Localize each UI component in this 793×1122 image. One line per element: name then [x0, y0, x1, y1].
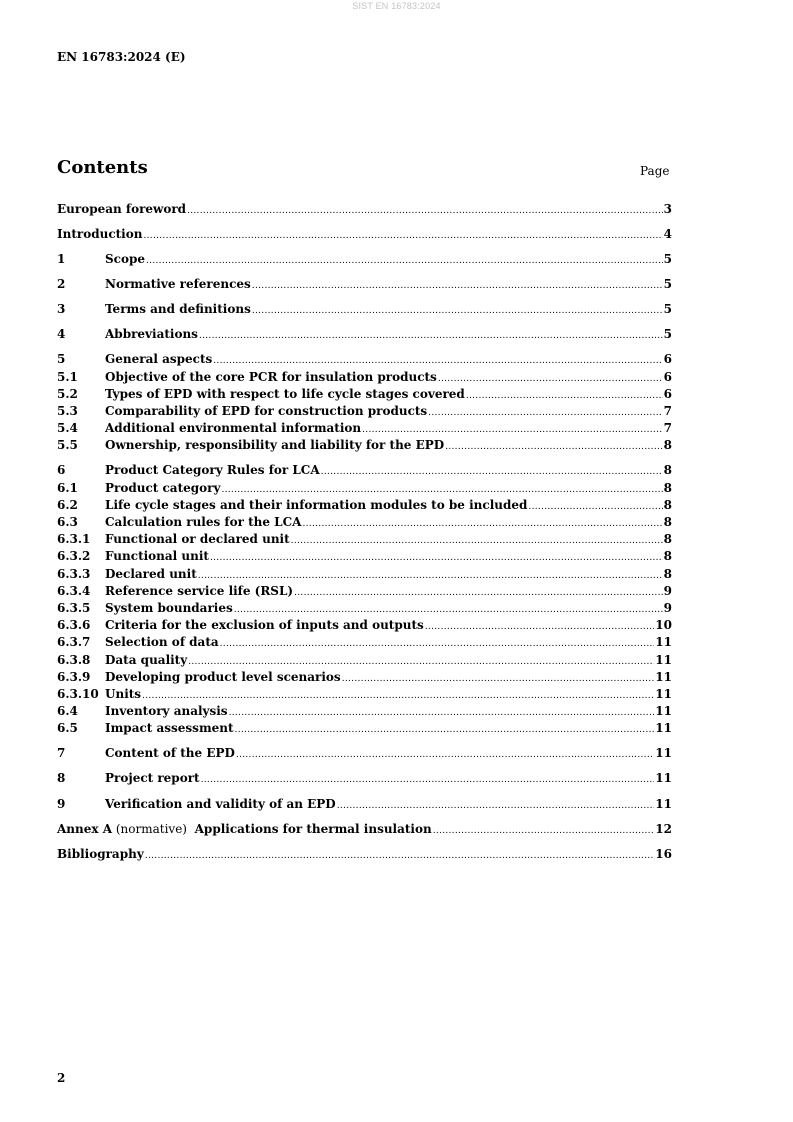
toc-entry[interactable]	[57, 634, 672, 651]
toc-entry[interactable]	[57, 583, 672, 600]
toc-entry[interactable]	[57, 745, 672, 762]
toc-entry-title[interactable]	[105, 276, 251, 293]
toc-entry-page: 11	[655, 771, 672, 786]
toc-entry[interactable]	[57, 251, 672, 268]
document-id: EN 16783:2024 (E)	[57, 50, 186, 64]
toc-entry-title[interactable]	[57, 821, 432, 838]
toc-entry-title[interactable]	[105, 617, 424, 634]
toc-entry-title-text: Scope	[105, 252, 146, 267]
toc-entry-title[interactable]	[105, 437, 444, 454]
toc-entry-title-text: Annex A	[57, 821, 113, 836]
toc-entry-title-text: Product Category Rules for LCA	[105, 463, 320, 478]
toc-entry-title-text: Selection of data	[105, 635, 219, 650]
toc-entry-number: 6.3.10	[57, 686, 99, 701]
toc-entry-title-text: Project report	[105, 771, 200, 786]
toc-entry-title-text: Data quality	[105, 652, 188, 667]
toc-entry-number: 6.3.9	[57, 669, 91, 684]
toc-entry-number: 3	[57, 302, 66, 317]
toc-dot-leader	[302, 516, 662, 533]
toc-dot-leader	[425, 619, 655, 636]
toc-entry[interactable]	[57, 770, 672, 787]
toc-entry-number: 6.3	[57, 515, 78, 530]
toc-entry-title[interactable]	[105, 796, 336, 813]
toc-entry[interactable]	[57, 369, 672, 386]
toc-entry-page: 3	[663, 202, 672, 216]
toc-entry-page: 8	[663, 497, 672, 512]
toc-dot-leader	[433, 823, 655, 840]
toc-entry-title[interactable]	[57, 226, 142, 243]
toc-dot-leader	[445, 439, 662, 456]
toc-entry-title-text: Product category	[105, 480, 221, 495]
toc-entry-page: 8	[663, 480, 672, 495]
toc-entry-page: 11	[655, 796, 672, 811]
toc-entry-number: 6.3.8	[57, 652, 91, 667]
toc-entry-page: 8	[663, 549, 672, 564]
toc-entry-title[interactable]	[105, 770, 200, 787]
contents-title: Contents	[57, 157, 148, 178]
toc-dot-leader	[145, 848, 655, 865]
toc-entry-title-text: Types of EPD with respect to life cycle stages covered	[105, 386, 465, 401]
toc-entry-number: 6.1	[57, 480, 78, 495]
toc-entry[interactable]	[57, 301, 672, 318]
toc-entry-title-text: Life cycle stages and their information modules to be included	[105, 497, 528, 512]
toc-entry-title-text: Content of the EPD	[105, 746, 235, 761]
toc-entry-number: 6.3.7	[57, 635, 91, 650]
toc-entry[interactable]	[57, 566, 672, 583]
toc-entry-number: 6.3.2	[57, 549, 91, 564]
toc-entry-title[interactable]	[105, 251, 145, 268]
toc-entry-title[interactable]	[105, 462, 320, 479]
toc-entry-page: 5	[663, 277, 672, 292]
toc-entry-title[interactable]	[105, 369, 437, 386]
toc-entry-title[interactable]	[57, 846, 144, 863]
toc-entry[interactable]	[57, 531, 672, 548]
toc-entry-number: 6.3.6	[57, 618, 91, 633]
toc-entry-title-text: System boundaries	[105, 600, 233, 615]
toc-entry[interactable]	[57, 386, 672, 403]
toc-entry-number: 5.1	[57, 369, 78, 384]
toc-dot-leader	[201, 772, 655, 789]
toc-entry[interactable]	[57, 669, 672, 686]
toc-entry[interactable]	[57, 201, 672, 218]
toc-entry-page: 7	[663, 404, 672, 419]
toc-entry[interactable]	[57, 514, 672, 531]
toc-entry[interactable]	[57, 403, 672, 420]
toc-entry[interactable]	[57, 703, 672, 720]
toc-entry-number: 5.3	[57, 404, 78, 419]
toc-dot-leader	[466, 388, 663, 405]
toc-entry-title[interactable]	[105, 745, 235, 762]
toc-entry-title-text: Objective of the core PCR for insulation products	[105, 369, 437, 384]
toc-entry-number: 5.2	[57, 386, 78, 401]
toc-entry-title-text: Calculation rules for the LCA	[105, 515, 302, 530]
toc-dot-leader	[291, 533, 663, 550]
toc-entry-title-text: Functional or declared unit	[105, 532, 290, 547]
toc-entry-title-text: Criteria for the exclusion of inputs and outputs	[105, 618, 424, 633]
toc-entry-title-text: Terms and definitions	[105, 302, 251, 317]
toc-entry-title[interactable]	[105, 480, 220, 497]
toc-entry-title[interactable]	[105, 514, 301, 531]
toc-entry-page: 4	[663, 227, 672, 242]
toc-entry[interactable]	[57, 497, 672, 514]
toc-entry-title-text: Bibliography	[57, 846, 144, 861]
toc-dot-leader	[337, 798, 655, 815]
toc-entry-title[interactable]	[105, 720, 234, 737]
toc-entry-number: 6.3.5	[57, 600, 91, 615]
toc-entry-page: 5	[663, 302, 672, 317]
toc-dot-leader	[143, 228, 662, 245]
toc-entry-title-text: Comparability of EPD for construction products	[105, 404, 428, 419]
toc-entry[interactable]	[57, 351, 672, 368]
toc-dot-leader	[438, 371, 663, 388]
toc-entry-page: 11	[655, 635, 672, 650]
toc-entry-title[interactable]	[105, 497, 527, 514]
toc-entry[interactable]	[57, 846, 672, 863]
toc-entry-title[interactable]	[57, 201, 186, 218]
toc-entry-page: 5	[663, 327, 672, 342]
toc-dot-leader	[428, 405, 662, 422]
toc-entry-title-text: Functional unit	[105, 549, 209, 564]
toc-entry-number: 6.2	[57, 497, 78, 512]
toc-entry[interactable]	[57, 480, 672, 497]
toc-entry-title[interactable]	[105, 420, 361, 437]
table-of-contents	[57, 201, 672, 863]
toc-entry-title[interactable]	[105, 386, 465, 403]
toc-dot-leader	[199, 328, 663, 345]
toc-entry-number: 1	[57, 252, 66, 267]
toc-entry-title-text: Ownership, responsibility and liability for the EPD	[105, 438, 445, 453]
toc-entry[interactable]	[57, 548, 672, 565]
toc-entry-title-text: European foreword	[57, 202, 187, 216]
toc-dot-leader	[342, 671, 655, 688]
toc-entry-page: 8	[663, 532, 672, 547]
toc-entry-number: 6.4	[57, 704, 78, 719]
toc-entry-page: 11	[655, 686, 672, 701]
toc-entry[interactable]	[57, 326, 672, 343]
toc-entry-number: 2	[57, 277, 66, 292]
toc-entry[interactable]	[57, 420, 672, 437]
toc-entry[interactable]	[57, 276, 672, 293]
watermark: SIST EN 16783:2024	[352, 1, 441, 11]
toc-entry[interactable]	[57, 821, 672, 838]
toc-entry[interactable]	[57, 617, 672, 634]
toc-entry-title-text: Normative references	[105, 277, 251, 292]
toc-entry-number: 4	[57, 327, 66, 342]
toc-entry-page: 6	[663, 369, 672, 384]
toc-entry-title-text: Abbreviations	[105, 327, 198, 342]
toc-entry-title[interactable]	[105, 326, 198, 343]
toc-entry[interactable]	[57, 462, 672, 479]
toc-entry-page: 9	[663, 583, 672, 598]
toc-dot-leader	[294, 585, 663, 602]
toc-entry-title[interactable]	[105, 634, 219, 651]
toc-entry-title[interactable]	[105, 600, 233, 617]
toc-entry-page: 10	[655, 618, 672, 633]
toc-entry-title-text: Inventory analysis	[105, 704, 228, 719]
toc-entry-page: 11	[655, 704, 672, 719]
toc-entry-title-text: Additional environmental information	[105, 421, 362, 436]
toc-entry-annex-type: (normative)	[112, 821, 195, 836]
toc-entry-title[interactable]	[105, 548, 209, 565]
toc-entry[interactable]	[57, 720, 672, 737]
toc-entry-number: 6.3.4	[57, 583, 91, 598]
toc-entry-title[interactable]	[105, 531, 290, 548]
toc-entry-page: 9	[663, 600, 672, 615]
toc-entry[interactable]	[57, 686, 672, 703]
toc-dot-leader	[252, 303, 663, 320]
toc-entry-page: 6	[663, 386, 672, 401]
toc-entry[interactable]	[57, 796, 672, 813]
toc-entry-page: 12	[655, 821, 672, 836]
toc-entry-page: 11	[655, 652, 672, 667]
toc-entry-page: 8	[663, 566, 672, 581]
toc-entry-title[interactable]	[105, 301, 251, 318]
toc-entry-number: 5	[57, 352, 66, 367]
toc-dot-leader	[146, 253, 663, 270]
toc-entry-page: 11	[655, 721, 672, 736]
toc-dot-leader	[235, 722, 655, 739]
toc-entry-title[interactable]	[105, 583, 293, 600]
page-column-label: Page	[640, 164, 670, 178]
toc-entry-page: 8	[663, 463, 672, 478]
toc-entry-title-text: Introduction	[57, 227, 143, 242]
toc-entry-annex-title: Applications for thermal insulation	[194, 821, 432, 836]
toc-dot-leader	[321, 464, 663, 481]
toc-entry-title-text: Reference service life (RSL)	[105, 583, 294, 598]
toc-entry-page: 7	[663, 421, 672, 436]
toc-entry-page: 5	[663, 252, 672, 267]
toc-dot-leader	[236, 747, 654, 764]
toc-entry-title-text: Developing product level scenarios	[105, 669, 341, 684]
toc-dot-leader	[187, 203, 663, 220]
toc-dot-leader	[220, 636, 655, 653]
toc-entry-title-text: Impact assessment	[105, 721, 234, 736]
toc-dot-leader	[252, 278, 663, 295]
toc-entry-number: 6.3.1	[57, 532, 91, 547]
toc-entry[interactable]	[57, 226, 672, 243]
toc-entry-page: 11	[655, 669, 672, 684]
toc-dot-leader	[210, 550, 663, 567]
toc-entry-page: 6	[663, 352, 672, 367]
toc-entry-page: 16	[655, 846, 672, 861]
toc-entry-number: 6.5	[57, 721, 78, 736]
toc-entry-number: 6	[57, 463, 66, 478]
toc-entry-number: 6.3.3	[57, 566, 91, 581]
toc-entry-title-text: Units	[105, 686, 142, 701]
toc-entry[interactable]	[57, 600, 672, 617]
toc-entry-title-text: Declared unit	[105, 566, 197, 581]
toc-entry-title[interactable]	[105, 703, 228, 720]
toc-entry-title[interactable]	[105, 652, 187, 669]
toc-dot-leader	[229, 705, 655, 722]
toc-entry-number: 9	[57, 796, 66, 811]
toc-entry-title[interactable]	[105, 351, 212, 368]
toc-entry[interactable]	[57, 652, 672, 669]
page-number: 2	[57, 1071, 66, 1085]
toc-entry-page: 8	[663, 438, 672, 453]
toc-dot-leader	[528, 499, 662, 516]
toc-entry-number: 7	[57, 746, 66, 761]
toc-entry-title-text: Verification and validity of an EPD	[105, 796, 336, 811]
toc-entry-title[interactable]	[105, 686, 141, 703]
toc-entry-number: 5.4	[57, 421, 78, 436]
toc-entry-page: 8	[663, 515, 672, 530]
toc-entry-number: 8	[57, 771, 66, 786]
toc-entry-page: 11	[655, 746, 672, 761]
toc-entry-title-text: General aspects	[105, 352, 213, 367]
toc-entry-title[interactable]	[105, 669, 341, 686]
toc-entry-title[interactable]	[105, 566, 197, 583]
toc-entry-title[interactable]	[105, 403, 427, 420]
toc-entry[interactable]	[57, 437, 672, 454]
toc-entry-number: 5.5	[57, 438, 78, 453]
